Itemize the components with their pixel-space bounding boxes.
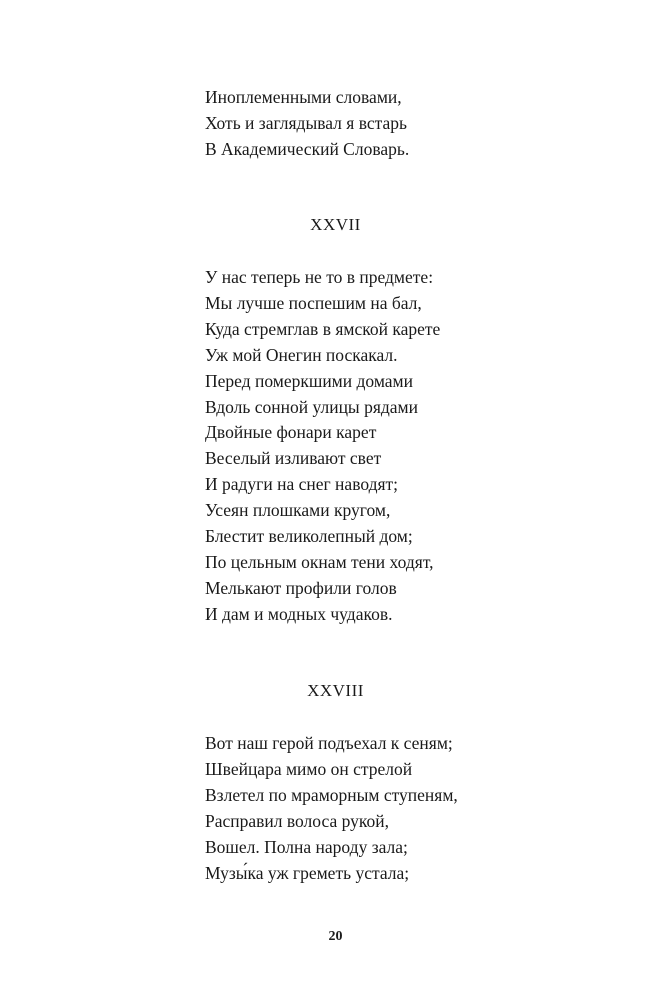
page-number: 20 (328, 929, 343, 944)
stanza-number-heading: XXVII (310, 215, 361, 234)
verse-line: В Академический Словарь. (205, 138, 410, 159)
verse-line: Усеян плошками кругом, (205, 500, 391, 521)
verse-line: Иноплеменными словами, (205, 87, 402, 107)
stanza-xxvii (205, 265, 440, 628)
verse-line: Двойные фонари карет (205, 422, 377, 443)
verse-line: По цельным окнам тени ходят, (205, 551, 434, 572)
stanza-number-heading: XXVIII (307, 681, 364, 700)
verse-line: Швейцара мимо он стрелой (205, 758, 413, 779)
verse-line: Мы лучше поспешим на бал, (205, 292, 422, 313)
stanza-xxviii (205, 731, 458, 886)
verse-line: Веселый изливают свет (205, 448, 382, 469)
verse-line: Вошел. Полна народу зала; (205, 836, 408, 857)
verse-line: И радуги на снег наводят; (205, 474, 399, 495)
verse-line: Вот наш герой подъехал к сеням; (205, 733, 453, 753)
verse-line: Расправил волоса рукой, (205, 810, 389, 831)
verse-line: Хоть и заглядывал я встарь (205, 112, 407, 133)
stanza-continuation (205, 85, 409, 163)
verse-line: Музы́ка уж греметь устала; (205, 862, 410, 883)
verse-line: Взлетел по мраморным ступеням, (205, 784, 458, 805)
verse-line: У нас теперь не то в предмете: (205, 267, 434, 287)
verse-line: Уж мой Онегин поскакал. (205, 344, 398, 365)
verse-line: И дам и модных чудаков. (205, 603, 393, 624)
verse-line: Куда стремглав в ямской карете (205, 318, 441, 339)
verse-line: Перед померкшими домами (205, 370, 413, 391)
verse-line: Вдоль сонной улицы рядами (205, 396, 418, 417)
verse-line: Мелькают профили голов (205, 577, 397, 598)
verse-line: Блестит великолепный дом; (205, 526, 413, 547)
